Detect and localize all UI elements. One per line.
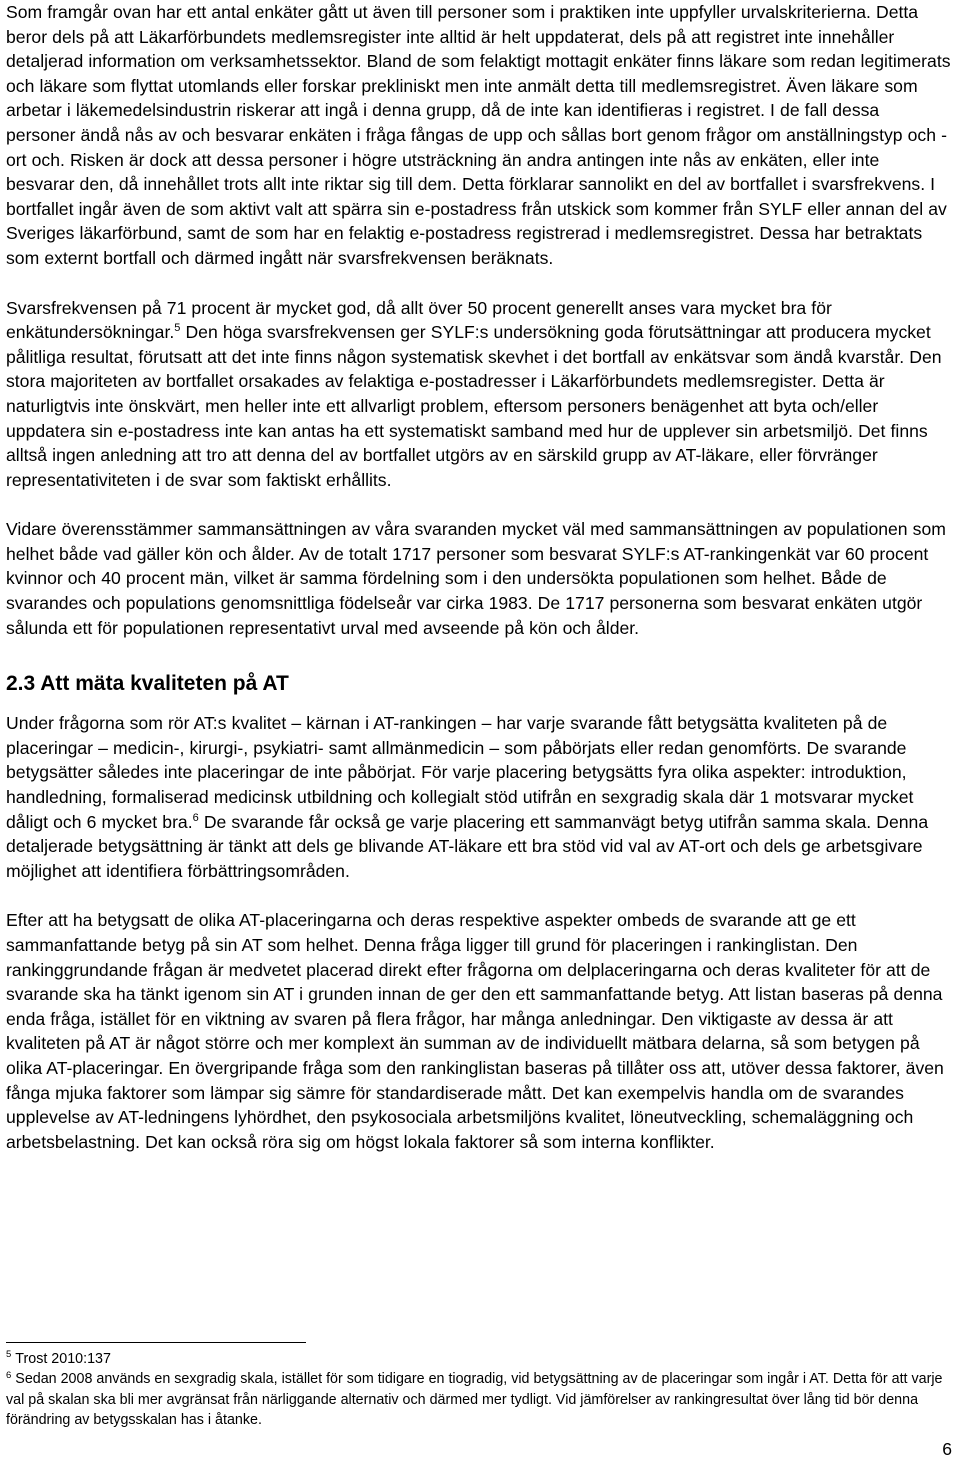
paragraph-response-sample: Som framgår ovan har ett antal enkäter gått ut även till personer som i praktiken inte uppfyller urvalskriterierna. Detta beror dels på att Läkarförbundets medlemsregister inte alltid är helt uppdaterat, dels på att registret inte innehåller detaljerad information om verksamhetssektor. Bland de som felaktigt mottagit enkäter finns läkare som redan legitimerats och läkare som flyttat utomlands eller forskar prekliniskt men inte anmält detta till medlemsregistret. Även läkare som arbetar i läkemedelsindustrin riskerar att ingå i denna grupp, då de inte kan identifieras i registret. I de fall dessa personer ändå nås av och besvarar enkäten i fråga fångas de upp och sållas bort genom frågor om anställningstyp och -ort och. Risken är dock att dessa personer i högre utsträckning än andra antingen inte nås av enkäten, eller inte besvarar den, då innehållet trots allt inte riktar sig till dem. Detta förklarar sannolikt en del av bortfallet i svarsfrekvens. I bortfallet ingår även de som aktivt valt att spärra sin e-postadress från utskick som kommer från SYLF eller annan del av Sveriges läkarförbund, samt de som har en felaktig e-postadress registrerad i medlemsregistret. Dessa har betraktats som externt bortfall och därmed ingått när svarsfrekvensen beräknats. xyxy=(6,2,951,268)
footnote-6 xyxy=(6,1369,952,1430)
section-heading: 2.3 Att mäta kvaliteten på AT xyxy=(6,672,289,696)
paragraph-overall-rating: Efter att ha betygsatt de olika AT-placeringarna och deras respektive aspekter ombeds de svarande att ge ett sammanfattande betyg på sin AT som helhet. Denna fråga ligger till grund för placeringen i rankinglistan. Den rankinggrundande frågan är medvetet placerad direkt efter frågorna om delplaceringarna och deras kvaliteter för att de svarande ska ha tänkt igenom sin AT i grunden innan de ger den ett sammanfattande betyg. Att listan baseras på denna enda fråga, istället för en viktning av svaren på flera frågor, har många anledningar. Den viktigaste av dessa är att kvaliteten på AT är något större och mer komplext än summan av de individuellt mätbara delarna, så som betygen på olika AT-placeringar. En övergripande fråga som den rankinglistan baseras på tillåter oss att, utöver dessa faktorer, även fånga mjuka faktorer som lämpar sig sämre för standardiserade mått. Det kan exempelvis handla om de svarandes upplevelse av AT-ledningens lyhördhet, den psykosociala arbetsmiljöns kvalitet, löneutveckling, schemaläggning och arbetsbelastning. Det kan också röra sig om högst lokala faktorer så som interna konflikter. xyxy=(6,910,944,1152)
footnote-ref-5[interactable]: 5 xyxy=(174,322,181,335)
footnote-text: Trost 2010:137 xyxy=(15,1351,111,1367)
footnote-number: 5 xyxy=(6,1349,12,1361)
page-number: 6 xyxy=(942,1439,952,1459)
paragraph-text: Under frågorna som rör AT:s kvalitet – kärnan i AT-rankingen – har varje svarande fått betygsätta kvaliteten på de placeringar – medicin-, kirurgi-, psykiatri- samt allmänmedicin – som påbörjats eller redan genomförts. De svarande betygsätter således inte placeringar de inte påbörjat. För varje placering betygsätts fyra olika aspekter: introduktion, handledning, formaliserad medicinsk utbildning och kollegialt stöd utifrån en sexgradig skala där 1 motsvarar mycket dåligt och 6 mycket bra. xyxy=(6,713,914,832)
paragraph-quality-questions xyxy=(6,711,952,883)
paragraph-response-rate xyxy=(6,296,952,493)
footnote-text: Sedan 2008 används en sexgradig skala, istället för som tidigare en tiogradig, vid betygsättning av de placeringar som ingår i AT. Detta för att varje val på skalan ska bli mer avgränsat från närliggande alternativ och därmed mer tydligt. Vid jämförelser av rankingresultat över lång tid bör denna förändring av betygsskalan has i åtanke. xyxy=(6,1371,943,1428)
footnote-number: 6 xyxy=(6,1369,12,1381)
footnote-5 xyxy=(6,1349,952,1369)
paragraph-text: De svarande får också ge varje placering ett sammanvägt betyg utifrån samma skala. Denna detaljerade betygsättning är tänkt att dels ge blivande AT-läkare ett bra stöd vid val av AT-ort och dels ge arbetsgivare möjlighet att identifiera förbättringsområden. xyxy=(6,811,929,881)
paragraph-text: Den höga svarsfrekvensen ger SYLF:s undersökning goda förutsättningar att producera mycket pålitliga resultat, förutsatt att det inte finns någon systematisk skevhet i det bortfall av enkätsvar som ändå kvarstår. Den stora majoriteten av bortfallet orsakades av felaktiga e-postadresser i Läkarförbundets medlemsregister. Detta är naturligtvis inte önskvärt, men heller inte ett allvarligt problem, eftersom personers benägenhet att byta och/eller uppdatera sin e-postadress inte kan antas ha ett systematiskt samband med hur de upplever sin arbetsmiljö. Det finns alltså ingen anledning att tro att denna del av bortfallet utgörs av en särskild grupp av AT-läkare, eller förvränger representativiteten i de svar som faktiskt erhållits. xyxy=(6,322,942,490)
document-page xyxy=(6,0,952,1154)
footnotes xyxy=(6,1349,952,1430)
footnote-divider xyxy=(6,1342,306,1343)
footnote-ref-6[interactable]: 6 xyxy=(192,811,199,824)
paragraph-representativeness: Vidare överensstämmer sammansättningen av våra svaranden mycket väl med sammansättningen av populationen som helhet både vad gäller kön och ålder. Av de totalt 1717 personer som besvarat SYLF:s AT-rankingenkät var 60 procent kvinnor och 40 procent män, vilket är samma fördelning som i den undersökta populationen som helhet. Både de svarandes och populations genomsnittliga födelseår var cirka 1983. De 1717 personerna som besvarat enkäten utgör sålunda ett för populationen representativt urval med avseende på kön och ålder. xyxy=(6,519,946,638)
paragraph-text: Svarsfrekvensen på 71 procent är mycket god, då allt över 50 procent generellt anses vara mycket bra för enkätundersökningar. xyxy=(6,297,832,343)
